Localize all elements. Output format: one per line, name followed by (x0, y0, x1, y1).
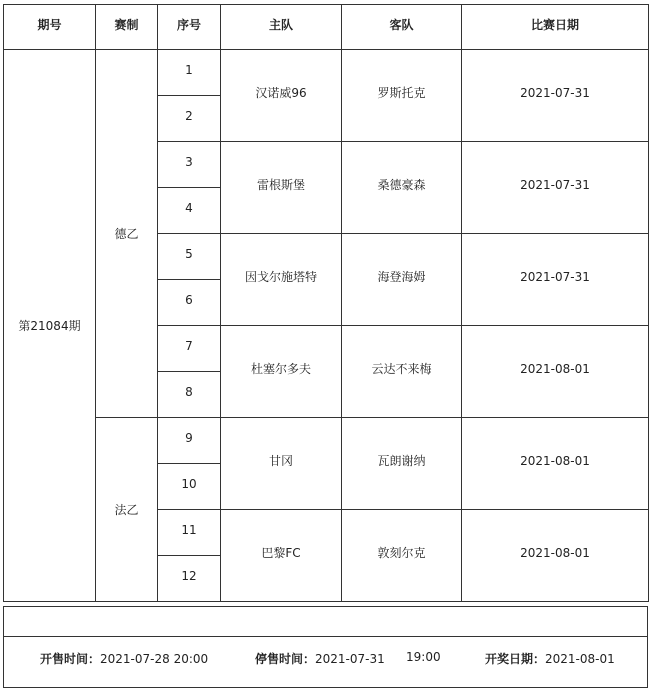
away-team-cell: 罗斯托克 (342, 50, 462, 142)
table-row (4, 50, 649, 96)
seq-cell: 10 (158, 464, 221, 510)
sale-stop-value: 2021-07-31 (315, 652, 385, 666)
seq-cell: 5 (158, 234, 221, 280)
match-date-cell: 2021-08-01 (462, 510, 649, 602)
league-cell: 德乙 (96, 50, 158, 418)
header-league: 赛制 (96, 5, 158, 50)
match-date-cell: 2021-08-01 (462, 418, 649, 510)
away-team-cell: 海登海姆 (342, 234, 462, 326)
home-team-cell: 甘冈 (221, 418, 342, 510)
sale-stop-label: 停售时间： (255, 652, 316, 666)
sale-start (40, 650, 208, 667)
seq-cell: 12 (158, 556, 221, 602)
header-date: 比赛日期 (462, 5, 649, 50)
sale-start-label: 开售时间： (40, 652, 101, 666)
away-team-cell: 瓦朗谢纳 (342, 418, 462, 510)
league-cell: 法乙 (96, 418, 158, 602)
table-row (4, 418, 649, 464)
seq-cell: 3 (158, 142, 221, 188)
home-team-cell: 雷根斯堡 (221, 142, 342, 234)
seq-cell: 6 (158, 280, 221, 326)
sale-stop-time: 19:00 (406, 650, 441, 664)
home-team-cell: 巴黎FC (221, 510, 342, 602)
away-team-cell: 桑德豪森 (342, 142, 462, 234)
seq-cell: 4 (158, 188, 221, 234)
sale-stop (255, 650, 385, 667)
away-team-cell: 敦刻尔克 (342, 510, 462, 602)
header-row (4, 5, 649, 50)
seq-cell: 11 (158, 510, 221, 556)
sale-start-value: 2021-07-28 20:00 (100, 652, 209, 666)
seq-cell: 2 (158, 96, 221, 142)
away-team-cell: 云达不来梅 (342, 326, 462, 418)
schedule-table (3, 4, 649, 602)
seq-cell: 7 (158, 326, 221, 372)
seq-cell: 9 (158, 418, 221, 464)
match-date-cell: 2021-07-31 (462, 142, 649, 234)
match-date-cell: 2021-07-31 (462, 50, 649, 142)
match-date-cell: 2021-07-31 (462, 234, 649, 326)
header-seq: 序号 (158, 5, 221, 50)
draw-date-value: 2021-08-01 (545, 652, 615, 666)
header-issue: 期号 (4, 5, 96, 50)
issue-cell: 第21084期 (4, 50, 96, 602)
home-team-cell: 因戈尔施塔特 (221, 234, 342, 326)
home-team-cell: 杜塞尔多夫 (221, 326, 342, 418)
seq-cell: 1 (158, 50, 221, 96)
match-date-cell: 2021-08-01 (462, 326, 649, 418)
header-home: 主队 (221, 5, 342, 50)
draw-date-label: 开奖日期： (485, 652, 546, 666)
footer-spacer-row (3, 606, 648, 637)
seq-cell: 8 (158, 372, 221, 418)
draw-date (485, 650, 615, 667)
home-team-cell: 汉诺威96 (221, 50, 342, 142)
header-away: 客队 (342, 5, 462, 50)
footer-info (3, 636, 648, 688)
